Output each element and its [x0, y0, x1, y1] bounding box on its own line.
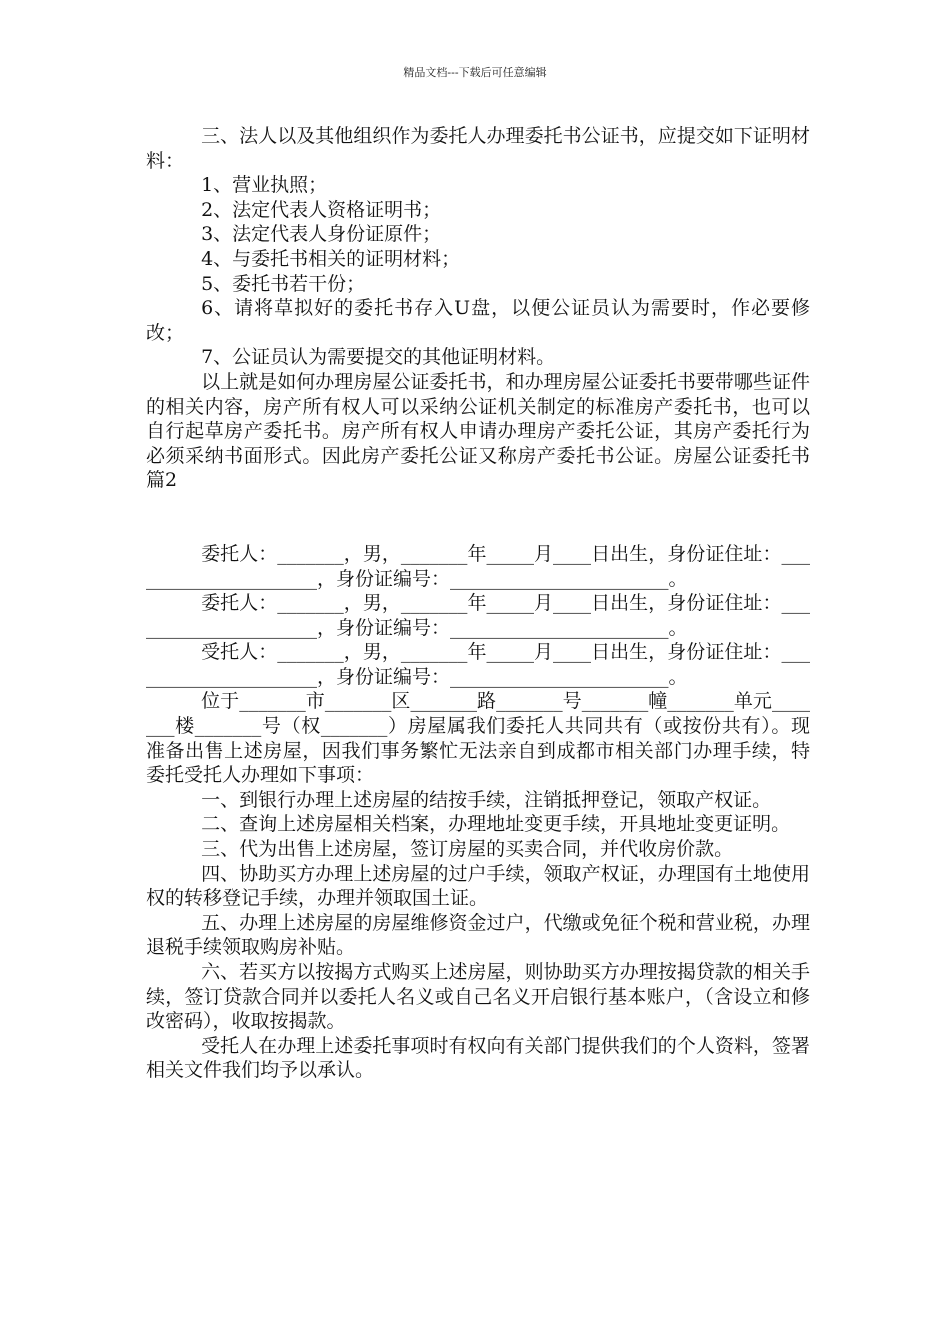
paragraph-property-location: 位于_______市_______区_______路_______号_______幢_______单元_______楼_______号（权_______）房屋属我们委托人共同共有（或按份共有）。现准备出售上述房屋，因我们事务繁忙无法亲自到成都市相关部门办理手续，特委托受托人办理如下事项：: [146, 690, 810, 787]
paragraph-authorization: 受托人在办理上述委托事项时有权向有关部门提供我们的个人资料，签署相关文件我们均予以承认。: [146, 1034, 810, 1082]
paragraph-agent: 受托人：_______，男，_______年_____月____日出生，身份证住址：_____________________，身份证编号：_______________________。: [146, 641, 810, 688]
paragraph-principal-2: 委托人：_______，男，_______年_____月____日出生，身份证住址：_____________________，身份证编号：_______________________。: [146, 592, 810, 639]
paragraph-item-5: 五、办理上述房屋的房屋维修资金过户，代缴或免征个税和营业税，办理退税手续领取购房补贴。: [146, 911, 810, 959]
paragraph-org-materials-intro: 三、法人以及其他组织作为委托人办理委托书公证书，应提交如下证明材料：: [146, 125, 810, 172]
paragraph-item-2: 二、查询上述房屋相关档案，办理地址变更手续，开具地址变更证明。: [201, 813, 791, 836]
page-header: 精品文档---下载后可任意编辑: [403, 66, 547, 79]
paragraph-summary: 以上就是如何办理房屋公证委托书，和办理房屋公证委托书要带哪些证件的相关内容，房产所有权人可以采纳公证机关制定的标准房产委托书，也可以自行起草房产委托书。房产所有权人申请办理房产委托公证，其房产委托行为必须采纳书面形式。因此房产委托公证又称房产委托书公证。房屋公证委托书 篇2: [146, 370, 817, 492]
list-item-usb-draft: 6、请将草拟好的委托书存入U盘，以便公证员认为需要时，作必要修改；: [146, 297, 810, 344]
paragraph-item-6: 六、若买方以按揭方式购买上述房屋，则协助买方办理按揭贷款的相关手续，签订贷款合同并以委托人名义或自己名义开启银行基本账户，（含设立和修改密码），收取按揭款。: [146, 961, 810, 1033]
list-item-related-materials: 4、与委托书相关的证明材料；: [201, 247, 461, 270]
list-item-legal-rep-id: 3、法定代表人身份证原件；: [201, 223, 442, 246]
paragraph-item-3: 三、代为出售上述房屋，签订房屋的买卖合同，并代收房价款。: [201, 838, 734, 861]
list-item-copies: 5、委托书若干份；: [201, 272, 366, 295]
paragraph-item-4: 四、协助买方办理上述房屋的过户手续，领取产权证，办理国有土地使用权的转移登记手续，办理并领取国土证。: [146, 862, 810, 910]
document-body: [146, 124, 817, 1083]
paragraph-principal-1: 委托人：_______，男，_______年_____月____日出生，身份证住址：_____________________，身份证编号：_______________________。: [146, 542, 810, 590]
blank-spacer: [146, 493, 810, 542]
list-item-legal-rep-certificate: 2、法定代表人资格证明书；: [201, 198, 442, 221]
paragraph-item-1: 一、到银行办理上述房屋的结按手续，注销抵押登记，领取产权证。: [201, 788, 772, 811]
list-item-business-license: 1、营业执照；: [201, 174, 328, 197]
list-item-other-materials: 7、公证员认为需要提交的其他证明材料。: [201, 346, 556, 369]
